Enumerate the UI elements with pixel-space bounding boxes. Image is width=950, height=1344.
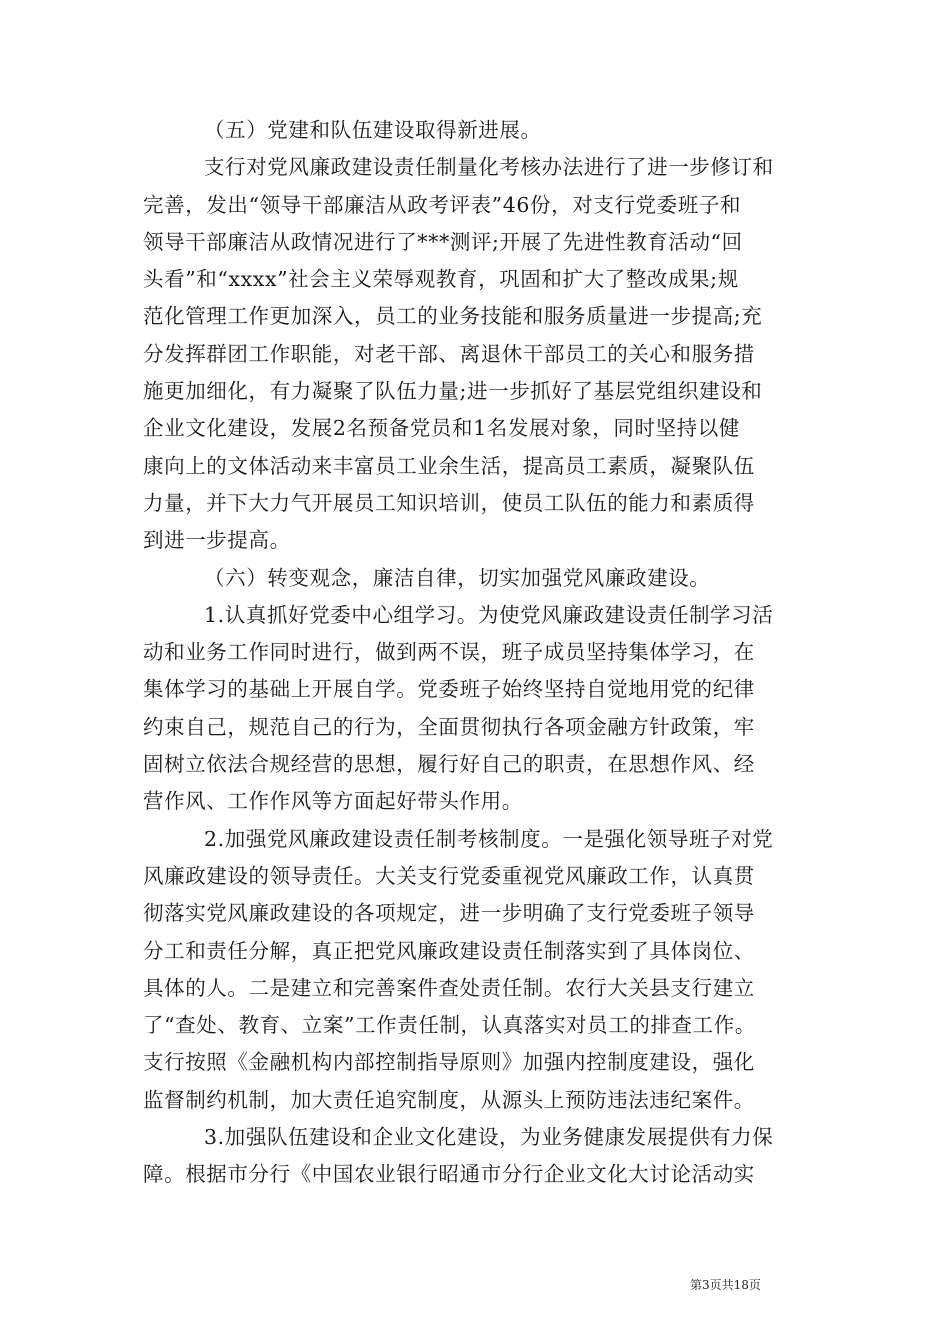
text-line: 力量，并下大力气开展员工知识培训，使员工队伍的能力和素质得 bbox=[143, 490, 755, 515]
text-line: 企业文化建设，发展2名预备党员和1名发展对象，同时坚持以健 bbox=[143, 416, 740, 441]
text-line: 分工和责任分解，真正把党风廉政建设责任制落实到了具体岗位、 bbox=[143, 938, 755, 963]
text-line: 约束自己，规范自己的行为，全面贯彻执行各项金融方针政策，牢 bbox=[143, 714, 755, 739]
text-line: （五）党建和队伍建设取得新进展。 bbox=[204, 118, 542, 142]
text-line: 支行对党风廉政建设责任制量化考核办法进行了进一步修订和 bbox=[204, 155, 774, 180]
text-line: 完善，发出“领导干部廉洁从政考评表”46份，对支行党委班子和 bbox=[143, 192, 742, 217]
text-line: 2.加强党风廉政建设责任制考核制度。一是强化领导班子对党 bbox=[204, 826, 774, 851]
text-line: 集体学习的基础上开展自学。党委班子始终坚持自觉地用党的纪律 bbox=[143, 677, 755, 702]
text-line: 领导干部廉洁从政情况进行了***测评;开展了先进性教育活动“回 bbox=[143, 229, 743, 254]
text-line: 风廉政建设的领导责任。大关支行党委重视党风廉政工作，认真贯 bbox=[143, 863, 755, 888]
text-line: 范化管理工作更加深入，员工的业务技能和服务质量进一步提高;充 bbox=[143, 304, 763, 329]
text-line: 固树立依法合规经营的思想，履行好自己的职责，在思想作风、经 bbox=[143, 752, 755, 777]
text-line: 了“查处、教育、立案”工作责任制，认真落实对员工的排查工作。 bbox=[143, 1013, 756, 1038]
page-number-footer: 第3页共18页 bbox=[690, 1278, 761, 1292]
text-line: 营作风、工作作风等方面起好带头作用。 bbox=[143, 789, 523, 814]
text-line: 支行按照《金融机构内部控制指导原则》加强内控制度建设，强化 bbox=[143, 1050, 755, 1075]
text-line: 到进一步提高。 bbox=[143, 528, 291, 553]
text-line: 动和业务工作同时进行，做到两不误，班子成员坚持集体学习，在 bbox=[143, 640, 755, 665]
body-text bbox=[143, 112, 813, 1194]
text-line: 监督制约机制，加大责任追究制度，从源头上预防违法违纪案件。 bbox=[143, 1087, 755, 1112]
text-line: 分发挥群团工作职能，对老干部、离退休干部员工的关心和服务措 bbox=[143, 341, 755, 366]
text-line: 具体的人。二是建立和完善案件查处责任制。农行大关县支行建立 bbox=[143, 975, 755, 1000]
text-line: 头看”和“xxxx”社会主义荣辱观教育，巩固和扩大了整改成果;规 bbox=[143, 267, 739, 292]
text-line: （六）转变观念，廉洁自律，切实加强党风廉政建设。 bbox=[204, 565, 711, 590]
text-line: 施更加细化，有力凝聚了队伍力量;进一步抓好了基层党组织建设和 bbox=[143, 379, 763, 404]
text-line: 3.加强队伍建设和企业文化建设，为业务健康发展提供有力保 bbox=[204, 1125, 774, 1150]
text-line: 1.认真抓好党委中心组学习。为使党风廉政建设责任制学习活 bbox=[204, 602, 774, 627]
text-line: 康向上的文体活动来丰富员工业余生活，提高员工素质，凝聚队伍 bbox=[143, 453, 755, 478]
text-line: 障。根据市分行《中国农业银行昭通市分行企业文化大讨论活动实 bbox=[143, 1162, 755, 1187]
text-line: 彻落实党风廉政建设的各项规定，进一步明确了支行党委班子领导 bbox=[143, 901, 755, 926]
